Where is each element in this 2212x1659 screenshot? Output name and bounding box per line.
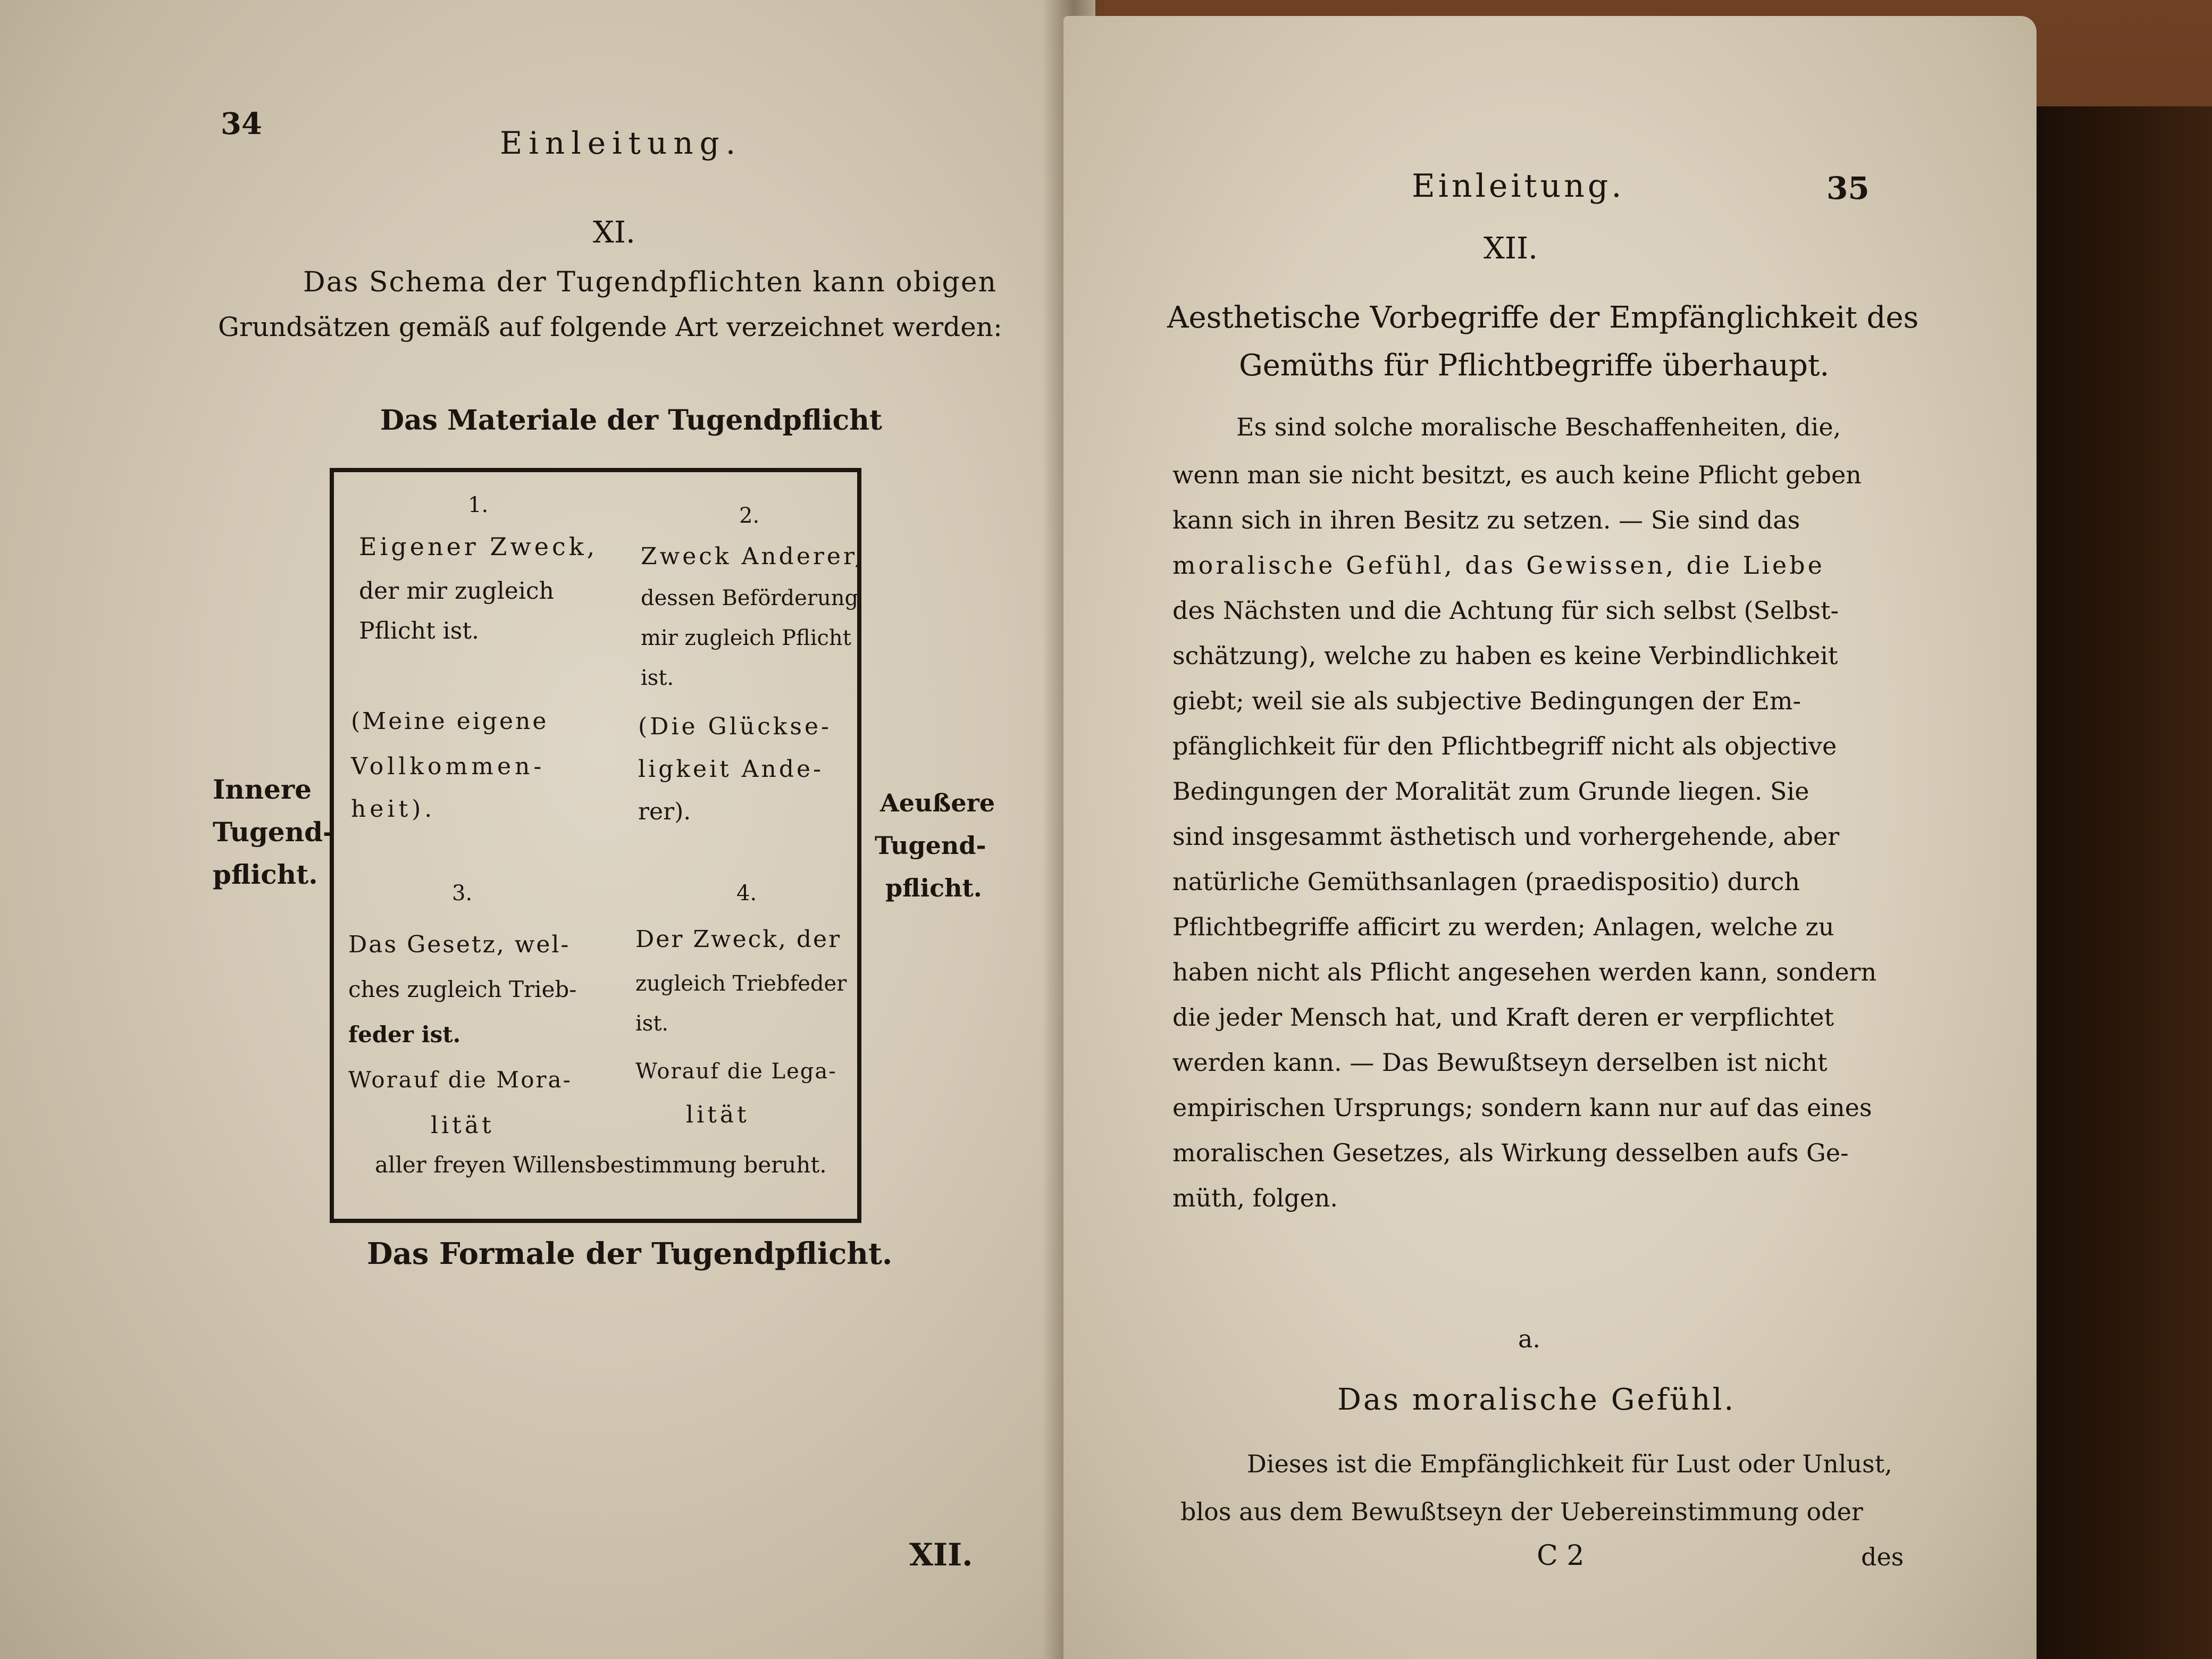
- body-line-10: sind insgesammt ästhetisch und vorhergehende, aber: [1172, 822, 1840, 851]
- right-heading-line-1: Aesthetische Vorbegriffe der Empfänglichkeit des: [1167, 300, 1919, 335]
- body-line-17: moralischen Gesetzes, als Wirkung desselben aufs Ge-: [1172, 1138, 1849, 1167]
- body-line-5: des Nächsten und die Achtung für sich selbst (Selbst-: [1172, 596, 1839, 625]
- cell-4-line-1: Der Zweck, der: [635, 926, 842, 953]
- cell-3-line-2: ches zugleich Trieb-: [348, 976, 577, 1002]
- schema-right-label-2: Tugend-: [875, 831, 986, 860]
- cell-4-note-2: lität: [686, 1101, 750, 1128]
- cell-2-number: 2.: [739, 504, 760, 528]
- cell-1-number: 1.: [468, 493, 489, 517]
- schema-left-label-1: Innere: [213, 774, 312, 805]
- cell-1-note-2: Vollkommen-: [351, 753, 546, 780]
- left-catchword: XII.: [909, 1537, 973, 1573]
- left-section-number: XI.: [593, 215, 635, 250]
- cell-1-line-2: der mir zugleich: [359, 577, 554, 605]
- schema-top-label: Das Materiale der Tugendpflicht: [380, 404, 882, 437]
- right-page: [1063, 16, 2037, 1659]
- left-page: [0, 0, 1095, 1659]
- cell-2-note-1: (Die Glückse-: [638, 713, 832, 740]
- right-catchword: des: [1861, 1543, 1904, 1571]
- body-line-13: haben nicht als Pflicht angesehen werden kann, sondern: [1172, 958, 1877, 986]
- cell-4-line-2: zugleich Triebfeder: [635, 971, 847, 996]
- right-heading-line-2: Gemüths für Pflichtbegriffe überhaupt.: [1239, 348, 1830, 383]
- cell-1-note-1: (Meine eigene: [351, 708, 549, 735]
- signature-mark: C 2: [1537, 1540, 1585, 1572]
- right-section-number: XII.: [1484, 231, 1538, 266]
- subsection-letter: a.: [1518, 1325, 1541, 1353]
- body-line-11: natürliche Gemüthsanlagen (praedispositio) durch: [1172, 867, 1800, 896]
- body-line-8: pfänglichkeit für den Pflichtbegriff nicht als objective: [1172, 732, 1837, 760]
- table-shadow: [2010, 106, 2212, 1659]
- right-page-number: 35: [1826, 170, 1870, 206]
- body-line-3: kann sich in ihren Besitz zu setzen. — Sie sind das: [1172, 506, 1800, 534]
- body-line-1: Es sind solche moralische Beschaffenheiten, die,: [1236, 413, 1841, 441]
- body-line-9: Bedingungen der Moralität zum Grunde liegen. Sie: [1172, 777, 1809, 806]
- body-line-18: müth, folgen.: [1172, 1184, 1338, 1212]
- cell-2-note-3: rer).: [638, 798, 691, 825]
- cell-4-number: 4.: [736, 881, 757, 906]
- subsection-title: Das moralische Gefühl.: [1337, 1382, 1736, 1417]
- cell-3-line-1: Das Gesetz, wel-: [348, 931, 571, 958]
- schema-left-label-3: pflicht.: [213, 859, 318, 890]
- body-line-16: empirischen Ursprungs; sondern kann nur auf das eines: [1172, 1093, 1872, 1122]
- schema-right-label-3: pflicht.: [885, 874, 982, 902]
- cell-1-line-3: Pflicht ist.: [359, 617, 479, 644]
- left-intro-line-2: Grundsätzen gemäß auf folgende Art verzeichnet werden:: [218, 312, 1002, 342]
- schema-left-label-2: Tugend-: [213, 816, 334, 848]
- cell-3-number: 3.: [452, 881, 473, 906]
- cell-1-note-3: heit).: [351, 795, 436, 823]
- left-page-number: 34: [221, 106, 262, 141]
- cell-3-line-3: feder ist.: [348, 1021, 461, 1048]
- cell-2-note-2: ligkeit Ande-: [638, 756, 824, 783]
- cell-3-note-2: lität: [431, 1112, 495, 1139]
- cell-4-note-1: Worauf die Lega-: [635, 1059, 837, 1084]
- schema-right-label-1: Aeußere: [880, 789, 995, 817]
- body-line-2: wenn man sie nicht besitzt, es auch keine Pflicht geben: [1172, 460, 1862, 489]
- body-line-7: giebt; weil sie als subjective Bedingungen der Em-: [1172, 686, 1802, 715]
- schema-bottom-label: Das Formale der Tugendpflicht.: [367, 1236, 893, 1271]
- left-intro-line-1: Das Schema der Tugendpflichten kann obigen: [303, 266, 998, 298]
- cell-2-line-4: ist.: [641, 666, 674, 690]
- cell-3-note-1: Worauf die Mora-: [348, 1067, 572, 1093]
- subsection-line-1: Dieses ist die Empfänglichkeit für Lust oder Unlust,: [1247, 1449, 1892, 1478]
- cell-1-line-1: Eigener Zweck,: [359, 532, 598, 561]
- cell-2-line-1: Zweck Anderer,: [641, 543, 865, 570]
- subsection-line-2: blos aus dem Bewußtseyn der Uebereinstimmung oder: [1180, 1497, 1863, 1526]
- schema-shared-line: aller freyen Willensbestimmung beruht.: [375, 1152, 827, 1178]
- body-line-12: Pflichtbegriffe afficirt zu werden; Anlagen, welche zu: [1172, 912, 1834, 941]
- cell-2-line-2: dessen Beförderung: [641, 586, 859, 610]
- body-line-14: die jeder Mensch hat, und Kraft deren er verpflichtet: [1172, 1003, 1834, 1032]
- right-running-head: Einleitung.: [1412, 167, 1625, 205]
- left-running-head: Einleitung.: [500, 125, 742, 161]
- cell-4-line-3: ist.: [635, 1011, 669, 1036]
- body-line-15: werden kann. — Das Bewußtseyn derselben ist nicht: [1172, 1048, 1828, 1077]
- cell-2-line-3: mir zugleich Pflicht: [641, 626, 851, 650]
- body-line-4: moralische Gefühl, das Gewissen, die Liebe: [1172, 551, 1825, 580]
- body-line-6: schätzung), welche zu haben es keine Verbindlichkeit: [1172, 641, 1838, 670]
